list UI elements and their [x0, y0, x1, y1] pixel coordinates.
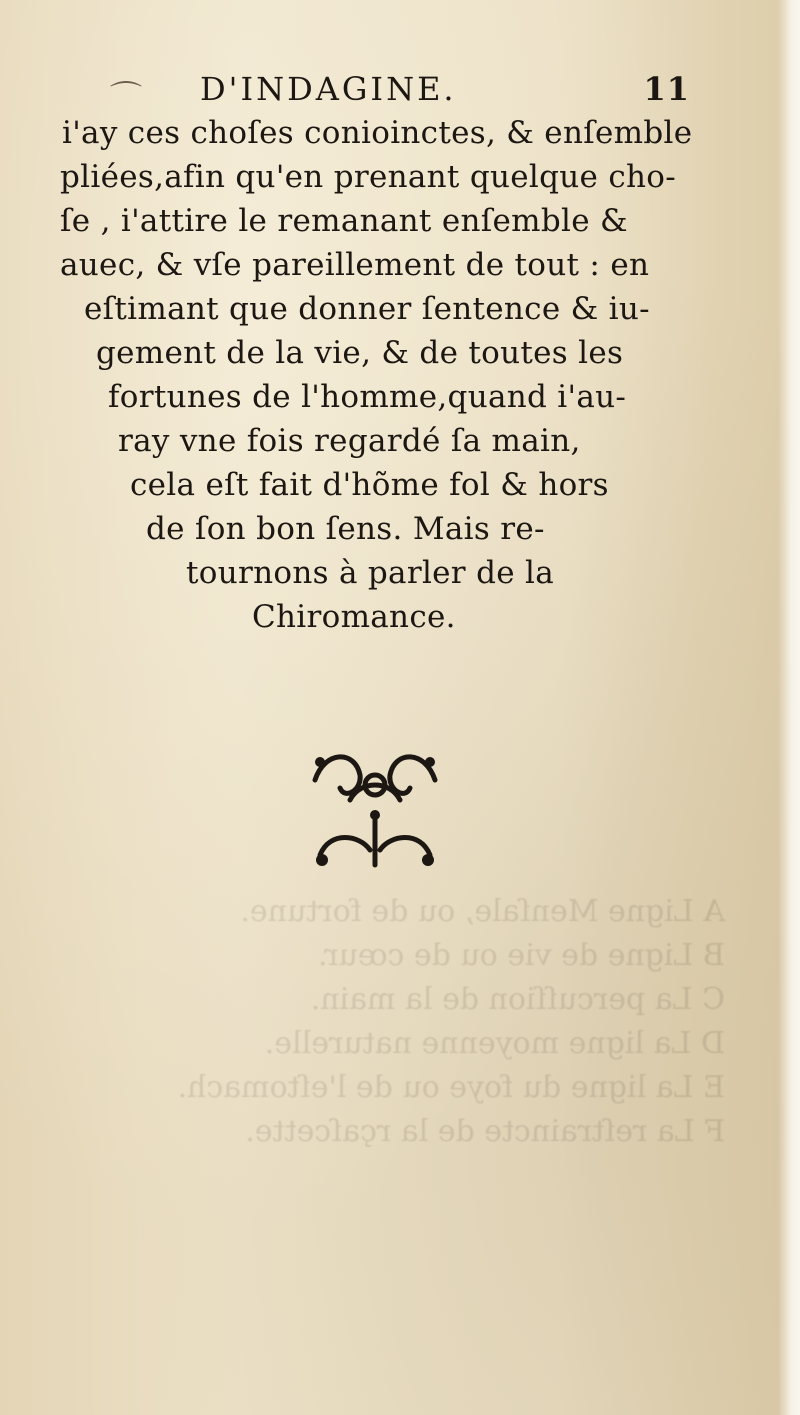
text-line: eſtimant que donner ſentence & iu- — [84, 291, 650, 327]
show-through-line: B Ligne de vie ou de cœur. — [317, 938, 725, 973]
page-edge — [778, 0, 800, 1415]
text-line: ray vne fois regardé ſa main, — [118, 423, 581, 459]
text-line: Chiromance. — [252, 599, 456, 635]
text-line: tournons à parler de la — [186, 555, 555, 591]
text-line: gement de la vie, & de toutes les — [96, 335, 624, 371]
show-through-line: D La ligne moyenne naturelle. — [264, 1026, 725, 1061]
running-header — [110, 70, 690, 114]
text-line: cela eſt fait d'hõme fol & hors — [130, 467, 609, 503]
running-title: D'INDAGINE. — [200, 70, 457, 108]
text-line: pliées,afin qu'en prenant quelque cho- — [60, 159, 676, 195]
show-through-line: E La ligne du foye ou de l'eſtomach. — [177, 1070, 725, 1105]
fleuron-ornament-icon — [300, 740, 450, 880]
text-line: fortunes de l'homme,quand i'au- — [108, 379, 627, 415]
show-through-line: A Ligne Menſale, ou de fortune. — [240, 894, 725, 929]
text-line: de ſon bon ſens. Mais re- — [146, 511, 545, 547]
text-line: i'ay ces choſes conioinctes, & enſemble — [62, 115, 693, 151]
show-through-line: F La reſtraincte de la rçaſcette. — [245, 1114, 725, 1149]
show-through-line: C La percuſſion de la main. — [310, 982, 725, 1017]
header-flourish-icon: ⌒ — [110, 78, 144, 116]
text-line: auec, & vſe pareillement de tout : en — [60, 247, 650, 283]
text-line: ſe , i'attire le remanant enſemble & — [60, 203, 628, 239]
page-number: 11 — [643, 70, 690, 108]
show-through-text — [165, 890, 725, 1210]
